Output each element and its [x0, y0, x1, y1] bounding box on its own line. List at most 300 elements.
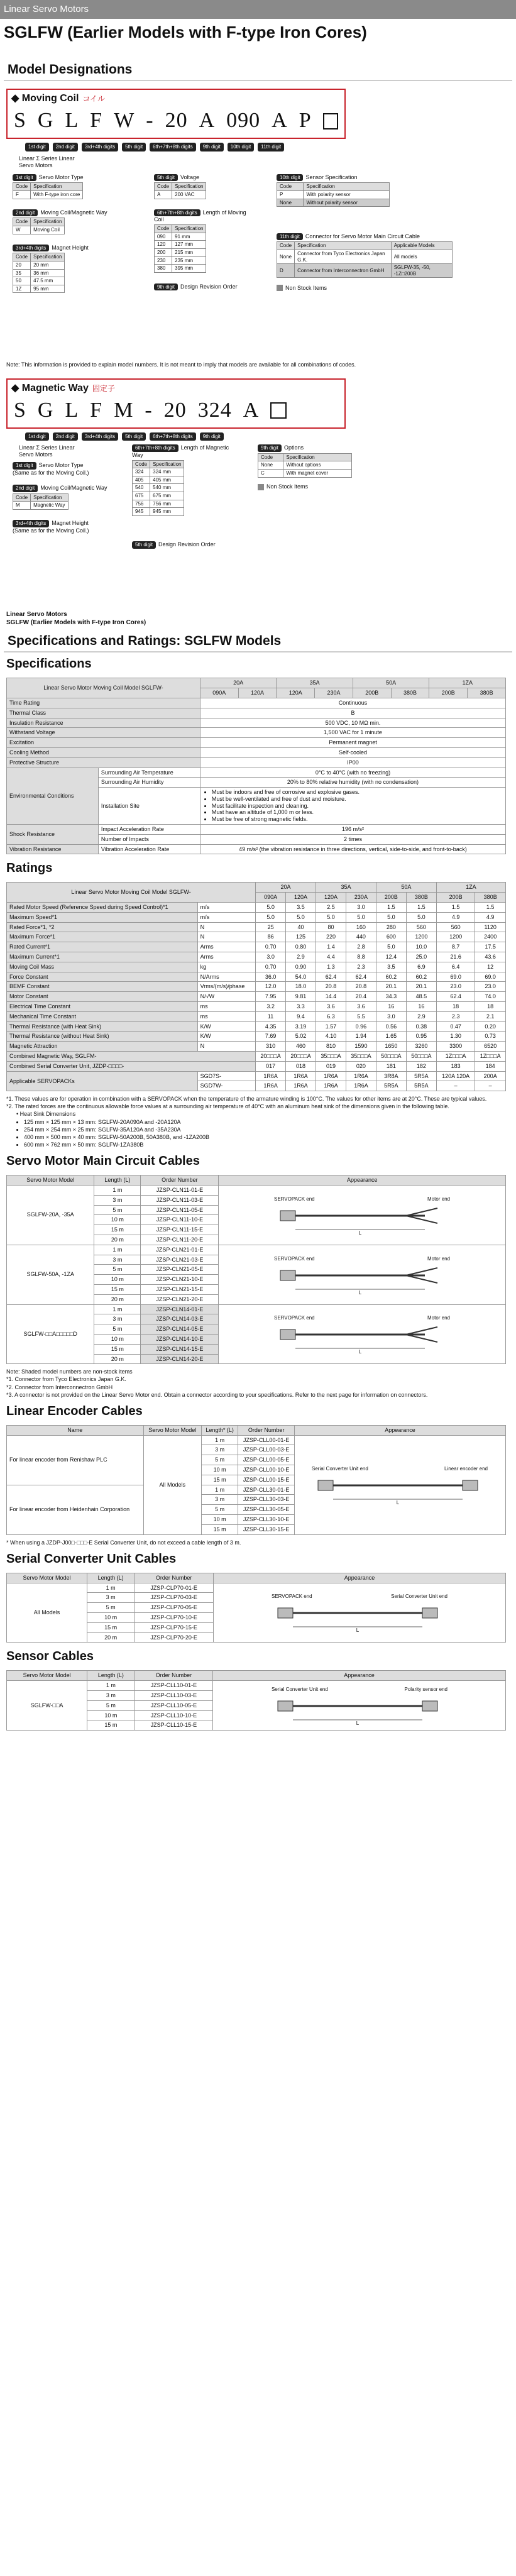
- table-row: [258, 461, 352, 470]
- value: 9.81: [286, 992, 316, 1002]
- value: 5.0: [346, 912, 376, 922]
- table-row: [277, 264, 453, 278]
- diagram-shape: [278, 1608, 293, 1618]
- digit-tag: 1st digit: [25, 432, 49, 441]
- table-cell: 090: [155, 233, 172, 241]
- table-cell: A: [155, 190, 172, 199]
- row-label: Maximum Force*1: [7, 932, 198, 942]
- value: 600: [376, 932, 406, 942]
- value: 5.5: [346, 1011, 376, 1021]
- row-label: Magnetic Attraction: [7, 1042, 198, 1052]
- table-header: Specification: [150, 460, 184, 468]
- value: 3.6: [316, 1002, 346, 1012]
- value: 3260: [406, 1042, 436, 1052]
- unit: m/s: [197, 903, 255, 913]
- value: 3.5: [376, 962, 406, 972]
- page-title: SGLFW (Earlier Models with F-type Iron Cores): [4, 23, 367, 41]
- table-cell: 405: [133, 476, 150, 484]
- diagram-label: Serial Converter Unit end: [312, 1466, 369, 1472]
- model-cell: All Models: [143, 1435, 201, 1534]
- length-cell: 3 m: [94, 1314, 141, 1324]
- value: 1R6A: [256, 1071, 286, 1081]
- row-label: Electrical Time Constant: [7, 1002, 198, 1012]
- value: 1R6A: [346, 1081, 376, 1091]
- table-cell: 235 mm: [172, 256, 206, 265]
- value: 0.56: [376, 1021, 406, 1032]
- heat-sink-title: • Heat Sink Dimensions: [16, 1111, 76, 1118]
- value: 20.4: [346, 992, 376, 1002]
- table-cell: 20 mm: [31, 261, 65, 269]
- value: 80: [316, 922, 346, 932]
- coil-d678: 6th+7th+8th digits Length of Moving Coil Code Specification 090 91 mm 120 127 mm 200 215 mm 230 235 mm 380 395 mm: [154, 209, 255, 273]
- value: 1R6A: [316, 1071, 346, 1081]
- table-header: Specification: [31, 218, 65, 226]
- table-cell: Connector from Tyco Electronics Japan G.K.: [295, 250, 392, 263]
- placeholder-box: [323, 113, 338, 129]
- table-row: [13, 269, 65, 277]
- table-header: Code: [133, 460, 150, 468]
- table-row: [133, 468, 184, 476]
- order-number: JZSP-CLL00-03-E: [238, 1445, 295, 1455]
- table-header: Specification: [172, 225, 206, 233]
- order-number: JZSP-CLL00-10-E: [238, 1465, 295, 1475]
- code-table: [154, 182, 206, 199]
- value: 1R6A: [346, 1071, 376, 1081]
- value: 35□□□A: [346, 1052, 376, 1062]
- heat-sink-item: • 125 mm × 125 mm × 13 mm: SGLFW-20A090A and -20A120A: [24, 1118, 497, 1126]
- install-item: • Must be free of strong magnetic fields.: [212, 816, 503, 823]
- row-label: Applicable SERVOPACKs: [7, 1071, 198, 1091]
- length-cell: 1 m: [94, 1185, 141, 1195]
- order-number: JZSP-CLP70-20-E: [134, 1632, 214, 1643]
- length-cell: 20 m: [87, 1632, 134, 1643]
- designations-heading: Model Designations: [4, 59, 512, 81]
- row-label: Thermal Class: [7, 708, 200, 718]
- table-row: [13, 285, 65, 293]
- magnetic-way-box: [6, 378, 346, 429]
- value: 0.38: [406, 1021, 436, 1032]
- row-label: Motor Constant: [7, 992, 198, 1002]
- table-header: Appearance: [213, 1573, 505, 1583]
- diagram-shape: [406, 1268, 437, 1275]
- code-char: M: [114, 398, 134, 422]
- ratings-notes: [0, 1094, 503, 1150]
- length-cell: 5 m: [94, 1205, 141, 1215]
- col-header: 200B: [376, 893, 406, 903]
- value: 3.0: [346, 903, 376, 913]
- table-row: [7, 1681, 506, 1691]
- group-header: 50A: [353, 678, 429, 688]
- main-cables-table: [6, 1175, 506, 1364]
- note-line: *2. The rated forces are the continuous allowable force values at a surrounding air temperature of 40°C with an aluminum heat sink of the dimensions given in the following table.: [6, 1103, 449, 1110]
- shock-label: Shock Resistance: [7, 825, 99, 845]
- row-label: Moving Coil Mass: [7, 962, 198, 972]
- value: 5.0: [376, 942, 406, 952]
- length-cell: 3 m: [94, 1195, 141, 1205]
- value: 280: [376, 922, 406, 932]
- coil-nonstock-legend: Non Stock Items: [277, 285, 371, 292]
- note-line: *1. These values are for operation in combination with a SERVOPACK when the temperature of the armature winding is 100°C. The values for other items are at 20°C. These are typical values.: [6, 1096, 487, 1103]
- length-cell: 1 m: [87, 1681, 134, 1691]
- length-cell: 10 m: [94, 1215, 141, 1225]
- coil-d10: 10th digit Sensor Specification Code Specification P With polarity sensor None Without polarity sensor: [277, 174, 402, 207]
- order-number: JZSP-CLL10-03-E: [134, 1690, 212, 1700]
- sub-label: Number of Impacts: [98, 834, 200, 844]
- value: 5.02: [286, 1032, 316, 1042]
- row-value: 20% to 80% relative humidity (with no condensation): [200, 778, 505, 788]
- value: 25.0: [406, 952, 436, 962]
- cable-diagram: [268, 1253, 456, 1297]
- table-cell: 380: [155, 265, 172, 273]
- table-header: Appearance: [213, 1671, 506, 1681]
- table-header: Specification: [283, 453, 352, 461]
- table-cell: 36 mm: [31, 269, 65, 277]
- moving-coil-label: ◆ Moving Coil コイル: [11, 93, 106, 104]
- table-cell: 47.5 mm: [31, 277, 65, 285]
- order-number: JZSP-CLL30-15-E: [238, 1524, 295, 1534]
- row-value: B: [200, 708, 505, 718]
- order-number: JZSP-CLL30-01-E: [238, 1485, 295, 1495]
- unit: Arms: [197, 942, 255, 952]
- model-cell: All Models: [7, 1583, 87, 1643]
- length-cell: 10 m: [87, 1710, 134, 1720]
- table-cell: 230: [155, 256, 172, 265]
- code-table: [154, 224, 206, 273]
- table-row: [13, 277, 65, 285]
- ratings-table: [6, 882, 506, 1091]
- coil-d2: 2nd digit Moving Coil/Magnetic Way Code Specification W Moving Coil: [13, 209, 119, 234]
- group-header: 35A: [277, 678, 353, 688]
- table-cell: W: [13, 226, 31, 234]
- order-number: JZSP-CLN11-10-E: [141, 1215, 219, 1225]
- value: 0.90: [286, 962, 316, 972]
- order-number: JZSP-CLN11-15-E: [141, 1225, 219, 1235]
- model-cell: SGLFW-50A, -1ZA: [7, 1245, 94, 1304]
- name-cell: For linear encoder from Heidenhain Corporation: [7, 1485, 144, 1534]
- value: 3.5: [286, 903, 316, 913]
- table-cell: SGLFW-35, -50, -1Z□200B: [391, 264, 452, 278]
- code-char: F: [90, 398, 103, 422]
- table-row: [133, 476, 184, 484]
- table-header: Specification: [31, 183, 83, 191]
- value: 440: [346, 932, 376, 942]
- length-cell: 1 m: [94, 1304, 141, 1314]
- table-row: [7, 1185, 506, 1195]
- table-row: [7, 922, 506, 932]
- value: 5R5A: [406, 1071, 436, 1081]
- appearance-cell: [219, 1245, 506, 1304]
- value: 1Z□□□A: [436, 1052, 475, 1062]
- order-number: JZSP-CLN11-01-E: [141, 1185, 219, 1195]
- value: 7.95: [256, 992, 286, 1002]
- order-number: JZSP-CLN21-05-E: [141, 1265, 219, 1275]
- order-number: JZSP-CLN11-03-E: [141, 1195, 219, 1205]
- table-cell: 395 mm: [172, 265, 206, 273]
- unit: K/W: [197, 1032, 255, 1042]
- code-char: G: [37, 109, 54, 133]
- code-char: L: [65, 109, 79, 133]
- digit-tag: 2nd digit: [53, 143, 78, 151]
- table-cell: C: [258, 469, 283, 477]
- table-row: [7, 932, 506, 942]
- table-row: [133, 492, 184, 500]
- diagram-label: L: [397, 1500, 400, 1506]
- order-number: JZSP-CLL10-10-E: [134, 1710, 212, 1720]
- digit-tag: 10th digit: [228, 143, 254, 151]
- order-number: JZSP-CLP70-03-E: [134, 1593, 214, 1603]
- table-header: Order Number: [238, 1425, 295, 1435]
- table-row: [258, 469, 352, 477]
- order-number: JZSP-CLP70-05-E: [134, 1603, 214, 1613]
- value: 17.5: [475, 942, 506, 952]
- table-row: [7, 1245, 506, 1255]
- value: 25: [256, 922, 286, 932]
- table-header: Specification: [304, 183, 390, 191]
- digit-tag: 9th digit: [200, 143, 224, 151]
- digit-tag: 1st digit: [25, 143, 49, 151]
- value: 017: [256, 1061, 286, 1071]
- table-cell: M: [13, 502, 31, 510]
- ratings-title: Ratings: [6, 861, 53, 876]
- serial-cables-title: Serial Converter Unit Cables: [6, 1551, 177, 1566]
- cable-diagram: [265, 1683, 454, 1727]
- value: 8.8: [346, 952, 376, 962]
- col-header: 230A: [315, 688, 353, 698]
- value: 0.70: [256, 962, 286, 972]
- cable-diagram: [268, 1312, 456, 1356]
- length-cell: 10 m: [94, 1334, 141, 1344]
- table-row: [7, 972, 506, 982]
- table-header: Code: [155, 225, 172, 233]
- value: 183: [436, 1061, 475, 1071]
- vib-label: Vibration Resistance: [7, 844, 99, 854]
- length-cell: 3 m: [87, 1593, 134, 1603]
- code-table: [277, 182, 390, 207]
- unit: N: [197, 932, 255, 942]
- table-header: Appearance: [294, 1425, 505, 1435]
- order-number: JZSP-CLN14-05-E: [141, 1324, 219, 1335]
- row-label: Thermal Resistance (with Heat Sink): [7, 1021, 198, 1032]
- length-cell: 10 m: [202, 1515, 238, 1525]
- value: 1.3: [316, 962, 346, 972]
- table-header: Specification: [172, 183, 206, 191]
- table-row: [7, 1583, 506, 1593]
- col-header: 380B: [468, 688, 506, 698]
- code-table: [277, 241, 453, 278]
- sub-label: Surrounding Air Humidity: [98, 778, 200, 788]
- row-label: Withstand Voltage: [7, 728, 200, 738]
- value: 1R6A: [316, 1081, 346, 1091]
- table-row: [7, 992, 506, 1002]
- way-series-label: Linear Σ Series Linear Servo Motors: [19, 444, 75, 458]
- table-cell: 540 mm: [150, 484, 184, 492]
- row-label: Maximum Current*1: [7, 952, 198, 962]
- table-header: Applicable Models: [391, 242, 452, 250]
- table-header: Code: [13, 218, 31, 226]
- table-cell: Moving Coil: [31, 226, 65, 234]
- col-header: 380B: [406, 893, 436, 903]
- length-cell: 15 m: [94, 1344, 141, 1354]
- row-label: Insulation Resistance: [7, 718, 200, 728]
- value: 43.6: [475, 952, 506, 962]
- table-header: Name: [7, 1425, 144, 1435]
- diagram-shape: [406, 1216, 437, 1223]
- table-cell: Magnetic Way: [31, 502, 68, 510]
- diagram-shape: [406, 1327, 437, 1335]
- moving-coil-code: [11, 104, 341, 134]
- table-cell: 675: [133, 492, 150, 500]
- code-char: G: [37, 398, 54, 422]
- unit: N/Arms: [197, 972, 255, 982]
- table-header: Code: [13, 183, 31, 191]
- length-cell: 20 m: [94, 1235, 141, 1245]
- order-number: JZSP-CLN11-20-E: [141, 1235, 219, 1245]
- value: 18: [475, 1002, 506, 1012]
- value: 0.73: [475, 1032, 506, 1042]
- length-cell: 5 m: [87, 1603, 134, 1613]
- model-cell: SGLFW-20A, -35A: [7, 1185, 94, 1245]
- table-row: [7, 1042, 506, 1052]
- group-header: 50A: [376, 883, 436, 893]
- length-cell: 15 m: [94, 1225, 141, 1235]
- table-cell: 945: [133, 508, 150, 516]
- diagram-label: Motor end: [427, 1196, 451, 1202]
- value: 48.5: [406, 992, 436, 1002]
- table-cell: None: [258, 461, 283, 470]
- table-header: Code: [277, 183, 304, 191]
- order-number: JZSP-CLN14-15-E: [141, 1344, 219, 1354]
- row-value: 0°C to 40°C (with no freezing): [200, 768, 505, 778]
- table-cell: 756: [133, 500, 150, 508]
- code-table: [13, 253, 65, 293]
- col-header: 090A: [256, 893, 286, 903]
- value: 4.10: [316, 1032, 346, 1042]
- diagram-label: Motor end: [427, 1255, 451, 1262]
- code-char: A: [199, 109, 216, 133]
- table-row: [7, 1011, 506, 1021]
- length-cell: 3 m: [94, 1255, 141, 1265]
- value: 5.0: [376, 912, 406, 922]
- table-cell: 324 mm: [150, 468, 184, 476]
- value: 20□□□A: [286, 1052, 316, 1062]
- table-cell: With polarity sensor: [304, 190, 390, 199]
- value: 460: [286, 1042, 316, 1052]
- value: 310: [256, 1042, 286, 1052]
- value: 20□□□A: [256, 1052, 286, 1062]
- way-d1: 1st digit Servo Motor Type (Same as for the Moving Coil.): [13, 462, 89, 476]
- value: 2.3: [346, 962, 376, 972]
- specs-heading: Specifications and Ratings: SGLFW Models: [4, 630, 512, 652]
- row-value: Continuous: [200, 698, 505, 708]
- row-label: Rated Current*1: [7, 942, 198, 952]
- length-cell: 3 m: [202, 1495, 238, 1505]
- table-cell: 200: [155, 248, 172, 256]
- cable-diagram: [268, 1193, 456, 1237]
- diagram-shape: [422, 1608, 437, 1618]
- row-value: 196 m/s²: [200, 825, 505, 835]
- diagram-label: L: [359, 1230, 362, 1236]
- table-row: [7, 982, 506, 992]
- value: 54.0: [286, 972, 316, 982]
- order-number: JZSP-CLN21-01-E: [141, 1245, 219, 1255]
- table-row: [133, 508, 184, 516]
- value: 23.0: [475, 982, 506, 992]
- value: 3.0: [256, 952, 286, 962]
- unit: K/W: [197, 1021, 255, 1032]
- row-value: IP00: [200, 757, 505, 768]
- sub-label: Installation Site: [98, 788, 200, 825]
- table-row: [7, 912, 506, 922]
- diagram-label: SERVOPACK end: [274, 1315, 315, 1321]
- value: 5.0: [406, 912, 436, 922]
- value: 62.4: [346, 972, 376, 982]
- row-label: Rated Force*1, *2: [7, 922, 198, 932]
- code-table: [258, 453, 352, 478]
- row-label: Mechanical Time Constant: [7, 1011, 198, 1021]
- unit: N: [197, 922, 255, 932]
- model-header: Linear Servo Motor Moving Coil Model SGLFW-: [7, 883, 256, 903]
- value: 16: [376, 1002, 406, 1012]
- order-number: JZSP-CLN21-10-E: [141, 1275, 219, 1285]
- table-row: [155, 265, 206, 273]
- order-number: JZSP-CLL30-10-E: [238, 1515, 295, 1525]
- note-line: *2. Connector from Interconnectron GmbH: [6, 1384, 113, 1390]
- appearance-cell: [294, 1435, 505, 1534]
- length-cell: 5 m: [202, 1455, 238, 1465]
- row-value: 1,500 VAC for 1 minute: [200, 728, 505, 738]
- diagram-label: Serial Converter Unit end: [391, 1593, 447, 1600]
- value: 23.0: [436, 982, 475, 992]
- value: 3.3: [286, 1002, 316, 1012]
- value: 6.4: [436, 962, 475, 972]
- code-table: [13, 493, 69, 510]
- coil-d34: 3rd+4th digits Magnet Height Code Specification 20 20 mm 35 36 mm 50 47.5 mm 1Z 95 mm: [13, 245, 119, 294]
- value: 1.4: [316, 942, 346, 952]
- code-char: 090: [226, 109, 261, 133]
- value: 69.0: [475, 972, 506, 982]
- table-header: Code: [13, 493, 31, 502]
- code-char: 20: [163, 398, 187, 422]
- table-cell: 324: [133, 468, 150, 476]
- row-label: Time Rating: [7, 698, 200, 708]
- series-label: Linear Σ Series Linear Servo Motors: [19, 155, 75, 168]
- unit: ms: [197, 1002, 255, 1012]
- table-header: Code: [13, 253, 31, 261]
- col-header: 120A: [316, 893, 346, 903]
- table-header: Length (L): [87, 1573, 134, 1583]
- cable-diagram: [305, 1463, 494, 1507]
- length-cell: 1 m: [87, 1583, 134, 1593]
- order-number: JZSP-CLP70-10-E: [134, 1612, 214, 1622]
- code-char: S: [14, 398, 26, 422]
- group-header: 20A: [200, 678, 277, 688]
- length-cell: 15 m: [87, 1720, 134, 1731]
- table-row: [277, 190, 390, 199]
- unit: SGD7W-: [197, 1081, 255, 1091]
- value: 019: [316, 1061, 346, 1071]
- value: 2.3: [436, 1011, 475, 1021]
- row-label: Excitation: [7, 738, 200, 748]
- value: 12.0: [256, 982, 286, 992]
- unit: ms: [197, 1011, 255, 1021]
- value: 1200: [406, 932, 436, 942]
- diagram-shape: [318, 1480, 333, 1490]
- value: 1.5: [406, 903, 436, 913]
- length-cell: 5 m: [94, 1265, 141, 1275]
- table-cell: Without polarity sensor: [304, 199, 390, 207]
- row-value: Self-cooled: [200, 747, 505, 757]
- unit: N: [197, 1042, 255, 1052]
